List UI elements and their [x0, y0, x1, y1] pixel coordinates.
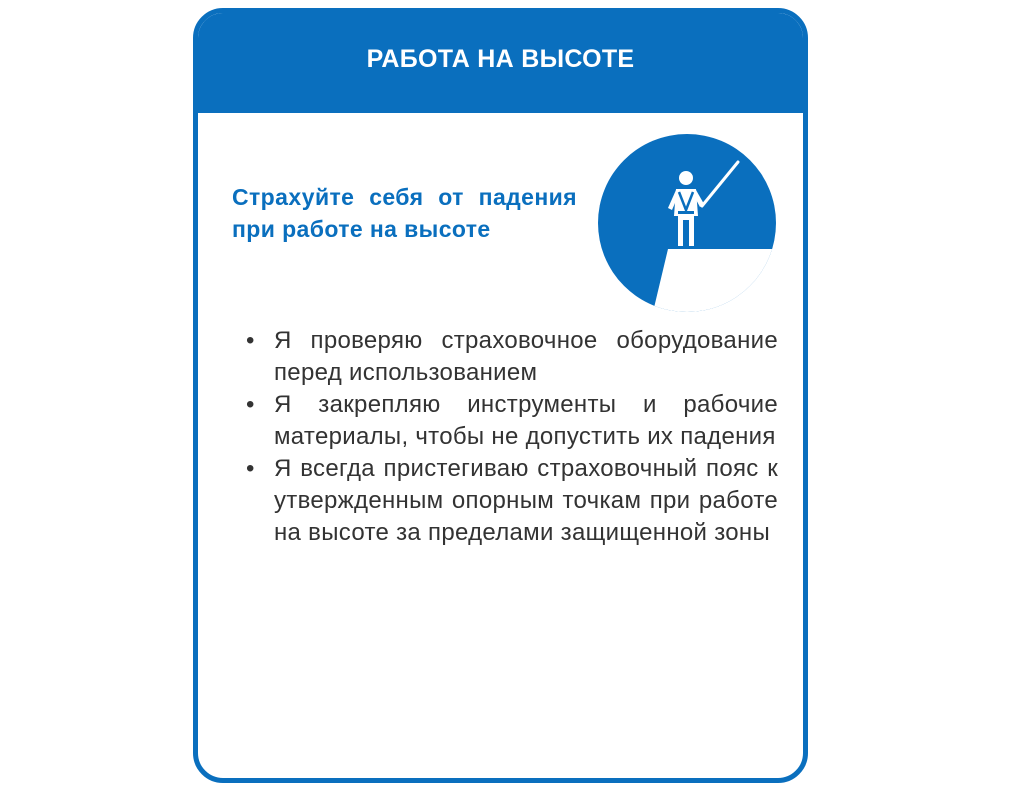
list-item: [238, 325, 778, 389]
list-item: [238, 453, 778, 549]
list-item-text: Я закрепляю инструменты и рабочие материалы, чтобы не допустить их падения: [274, 391, 778, 450]
list-item-text: Я проверяю страховочное оборудование перед использованием: [274, 327, 778, 386]
bullet-marker: •: [246, 391, 255, 418]
card-subtitle: Страхуйте себя от падения при работе на высоте: [232, 184, 577, 242]
list-item: [238, 389, 778, 453]
card-header: [198, 13, 803, 113]
safety-card: [193, 8, 808, 783]
list-item-text: Я всегда пристегиваю страховочный пояс к утвержденным опорным точкам при работе на высоте за пределами защищенной зоны: [274, 455, 778, 546]
card-title: РАБОТА НА ВЫСОТЕ: [366, 44, 635, 73]
safety-harness-icon: [598, 134, 776, 312]
bullet-marker: •: [246, 327, 255, 354]
bullet-marker: •: [246, 455, 255, 482]
rules-list: [238, 325, 778, 549]
